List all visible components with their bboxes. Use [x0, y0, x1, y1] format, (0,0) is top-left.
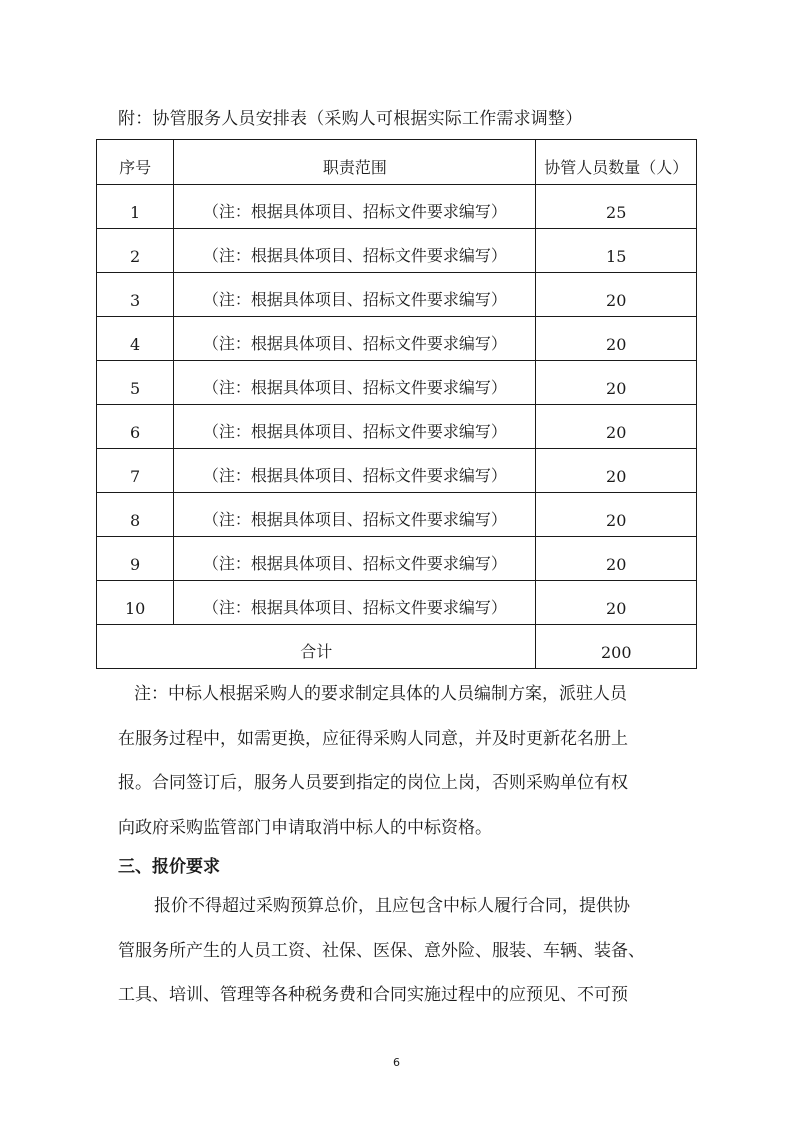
- cell-serial-no: 5: [97, 361, 174, 405]
- header-staff-count: 协管人员数量（人）: [536, 140, 697, 185]
- cell-duty-scope: （注：根据具体项目、招标文件要求编写）: [174, 493, 536, 537]
- table-row: [97, 493, 697, 537]
- table-header-row: [97, 140, 697, 185]
- header-duty-scope: 职责范围: [174, 140, 536, 185]
- cell-duty-scope: （注：根据具体项目、招标文件要求编写）: [174, 229, 536, 273]
- cell-serial-no: 4: [97, 317, 174, 361]
- cell-serial-no: 8: [97, 493, 174, 537]
- cell-serial-no: 3: [97, 273, 174, 317]
- cell-duty-scope: （注：根据具体项目、招标文件要求编写）: [174, 449, 536, 493]
- cell-staff-count: 20: [536, 405, 697, 449]
- quotation-line: 报价不得超过采购预算总价，且应包含中标人履行合同，提供协: [154, 896, 630, 916]
- cell-serial-no: 6: [97, 405, 174, 449]
- table-row: [97, 449, 697, 493]
- total-value: 200: [536, 625, 697, 669]
- table-row: [97, 405, 697, 449]
- cell-duty-scope: （注：根据具体项目、招标文件要求编写）: [174, 185, 536, 229]
- table-total-row: [97, 625, 697, 669]
- cell-staff-count: 20: [536, 493, 697, 537]
- quotation-line: 工具、培训、管理等各种税务费和合同实施过程中的应预见、不可预: [118, 985, 628, 1005]
- cell-serial-no: 1: [97, 185, 174, 229]
- note-line: 报。合同签订后，服务人员要到指定的岗位上岗，否则采购单位有权: [118, 773, 628, 793]
- cell-duty-scope: （注：根据具体项目、招标文件要求编写）: [174, 273, 536, 317]
- cell-serial-no: 7: [97, 449, 174, 493]
- table-row: [97, 185, 697, 229]
- cell-staff-count: 20: [536, 537, 697, 581]
- cell-serial-no: 2: [97, 229, 174, 273]
- table-row: [97, 581, 697, 625]
- table-row: [97, 317, 697, 361]
- cell-duty-scope: （注：根据具体项目、招标文件要求编写）: [174, 537, 536, 581]
- cell-staff-count: 20: [536, 361, 697, 405]
- table-row: [97, 229, 697, 273]
- cell-duty-scope: （注：根据具体项目、招标文件要求编写）: [174, 581, 536, 625]
- cell-staff-count: 20: [536, 581, 697, 625]
- table-row: [97, 361, 697, 405]
- cell-staff-count: 15: [536, 229, 697, 273]
- cell-staff-count: 20: [536, 273, 697, 317]
- quotation-paragraph: [118, 884, 688, 1018]
- staff-arrangement-table: [96, 139, 697, 669]
- cell-duty-scope: （注：根据具体项目、招标文件要求编写）: [174, 361, 536, 405]
- section-heading-quotation: 三、报价要求: [118, 857, 220, 877]
- cell-duty-scope: （注：根据具体项目、招标文件要求编写）: [174, 317, 536, 361]
- table-row: [97, 273, 697, 317]
- table-row: [97, 537, 697, 581]
- page-number: 6: [393, 1056, 400, 1069]
- quotation-line: 管服务所产生的人员工资、社保、医保、意外险、服装、车辆、装备、: [118, 940, 645, 961]
- note-line: 向政府采购监管部门申请取消中标人的中标资格。: [118, 817, 492, 838]
- note-line: 在服务过程中，如需更换，应征得采购人同意，并及时更新花名册上: [118, 728, 628, 749]
- total-label: 合计: [97, 625, 536, 669]
- note-line: 注：中标人根据采购人的要求制定具体的人员编制方案，派驻人员: [134, 684, 627, 704]
- cell-staff-count: 25: [536, 185, 697, 229]
- table-note-paragraph: [118, 672, 688, 850]
- table-caption: 附：协管服务人员安排表（采购人可根据实际工作需求调整）: [118, 109, 583, 129]
- cell-staff-count: 20: [536, 317, 697, 361]
- cell-duty-scope: （注：根据具体项目、招标文件要求编写）: [174, 405, 536, 449]
- cell-serial-no: 9: [97, 537, 174, 581]
- cell-staff-count: 20: [536, 449, 697, 493]
- cell-serial-no: 10: [97, 581, 174, 625]
- header-serial-no: 序号: [97, 140, 174, 185]
